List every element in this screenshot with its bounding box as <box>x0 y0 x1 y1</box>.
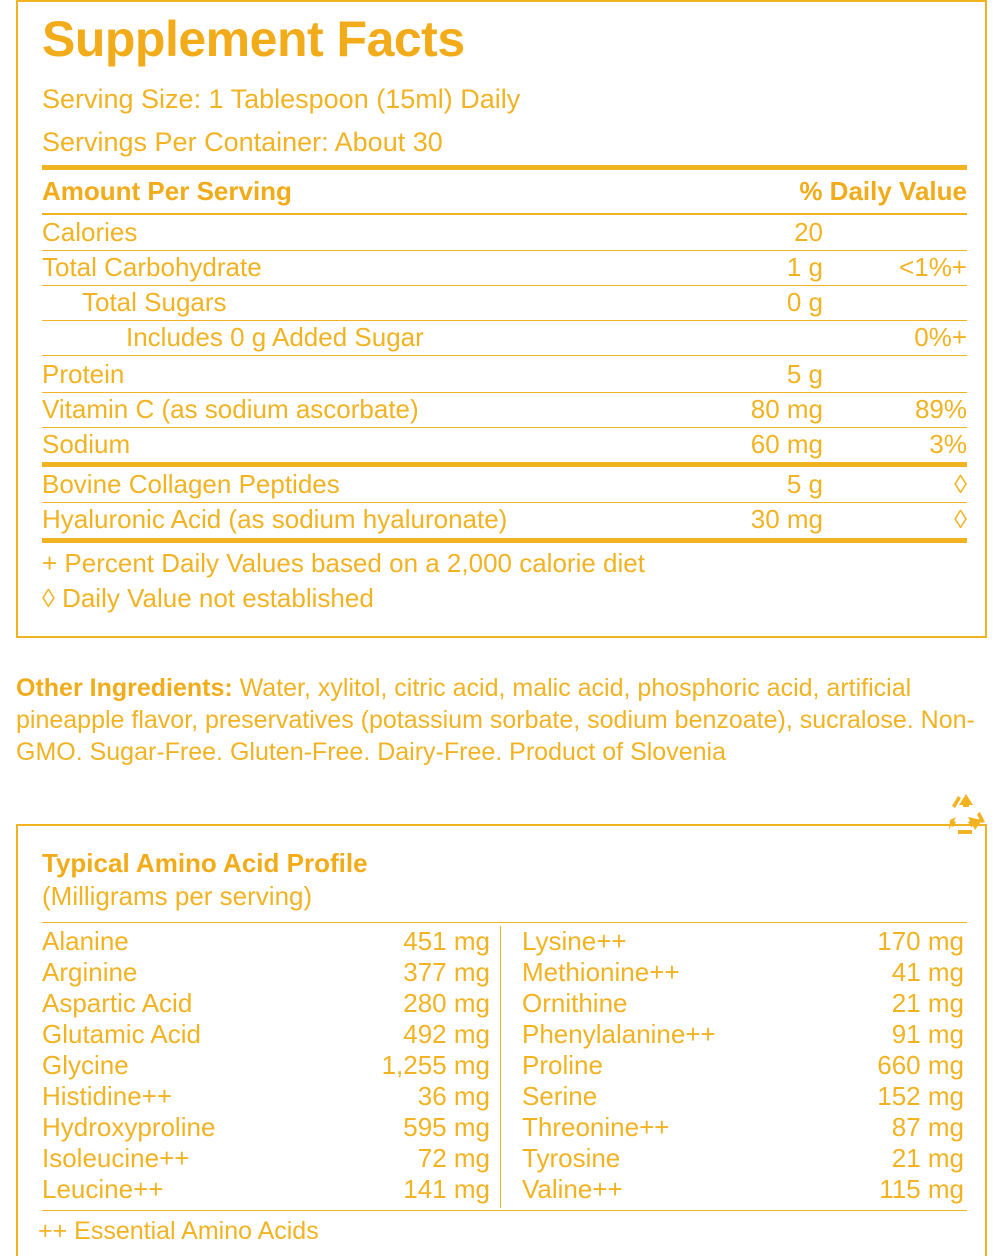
amino-row <box>522 988 964 1019</box>
thick-rule-top <box>42 165 967 170</box>
amino-name: Methionine++ <box>522 957 680 987</box>
amino-row <box>42 957 490 988</box>
row-amount: 20 <box>794 217 823 247</box>
amino-value: 91 mg <box>891 1019 964 1049</box>
amino-left-column <box>42 926 490 1208</box>
row-amount: 80 mg <box>750 394 823 424</box>
supplement-facts-panel <box>16 0 987 638</box>
amino-name: Alanine <box>42 926 129 956</box>
amino-value: 152 mg <box>877 1081 964 1111</box>
facts-row-collagen <box>42 467 967 503</box>
footnote-daily-values: + Percent Daily Values based on a 2,000 calorie diet <box>42 548 645 578</box>
amino-row <box>42 1081 490 1112</box>
facts-row-protein <box>42 357 967 393</box>
amino-footer-rule <box>42 1210 967 1211</box>
row-name: Protein <box>42 359 125 389</box>
amino-value: 280 mg <box>403 988 490 1018</box>
amino-column-divider <box>500 926 501 1208</box>
row-name: Includes 0 g Added Sugar <box>126 322 424 352</box>
amino-value: 72 mg <box>417 1143 490 1173</box>
amino-name: Hydroxyproline <box>42 1112 216 1142</box>
amino-row <box>522 926 964 957</box>
amino-value: 595 mg <box>403 1112 490 1142</box>
row-name: Total Carbohydrate <box>42 252 262 282</box>
amino-row <box>42 1143 490 1174</box>
amino-name: Tyrosine <box>522 1143 621 1173</box>
amino-value: 660 mg <box>877 1050 964 1080</box>
amino-value: 170 mg <box>877 926 964 956</box>
facts-row-hyaluronic-acid <box>42 502 967 537</box>
row-dv: 89% <box>914 394 967 424</box>
amino-name: Glycine <box>42 1050 129 1080</box>
facts-row-carbohydrate <box>42 250 967 286</box>
thick-rule-bottom <box>42 538 967 543</box>
row-name: Bovine Collagen Peptides <box>42 469 340 499</box>
amino-value: 41 mg <box>891 957 964 987</box>
amino-name: Threonine++ <box>522 1112 670 1142</box>
amino-row <box>42 1050 490 1081</box>
amino-title: Typical Amino Acid Profile <box>42 848 368 878</box>
row-name: Calories <box>42 217 138 247</box>
amino-row <box>42 1019 490 1050</box>
amino-value: 36 mg <box>417 1081 490 1111</box>
row-amount: 5 g <box>786 469 823 499</box>
amino-row <box>522 1112 964 1143</box>
row-name: Hyaluronic Acid (as sodium hyaluronate) <box>42 504 508 534</box>
amino-name: Phenylalanine++ <box>522 1019 716 1049</box>
amino-value: 492 mg <box>403 1019 490 1049</box>
other-ingredients-text: Water, xylitol, citric acid, malic acid, phosphoric acid, artificial pineapple flavor, preservatives (potassium sorbate, sodium benzoate), sucralose. Non-GMO. Sugar-Free. Gluten-Free. Dairy-Free. Product of Slovenia <box>16 674 975 766</box>
facts-row-calories <box>42 215 967 251</box>
facts-title: Supplement Facts <box>42 11 465 67</box>
row-dv: <1%+ <box>899 252 967 282</box>
amino-value: 377 mg <box>403 957 490 987</box>
amino-right-column <box>522 926 964 1208</box>
row-name: Sodium <box>42 429 131 459</box>
amino-name: Valine++ <box>522 1174 623 1204</box>
amino-name: Lysine++ <box>522 926 627 956</box>
amino-name: Ornithine <box>522 988 628 1018</box>
amino-name: Isoleucine++ <box>42 1143 190 1173</box>
row-amount: 5 g <box>786 359 823 389</box>
row-amount: 60 mg <box>750 429 823 459</box>
amino-row <box>42 1174 490 1205</box>
other-ingredients <box>16 672 986 768</box>
facts-row-sugars <box>42 285 967 321</box>
amino-row <box>42 926 490 957</box>
amino-header-rule <box>42 922 967 923</box>
amino-name: Histidine++ <box>42 1081 173 1111</box>
amino-row <box>42 1112 490 1143</box>
amino-name: Leucine++ <box>42 1174 164 1204</box>
row-dv: ◊ <box>954 469 967 499</box>
row-amount: 1 g <box>786 252 823 282</box>
daily-value-header: % Daily Value <box>799 176 967 206</box>
row-name: Total Sugars <box>82 287 227 317</box>
footnote-not-established: ◊ Daily Value not established <box>42 583 374 613</box>
amino-value: 87 mg <box>891 1112 964 1142</box>
amino-value: 1,255 mg <box>381 1050 490 1080</box>
amino-row <box>522 957 964 988</box>
amino-acid-panel <box>16 824 987 1256</box>
amino-value: 141 mg <box>403 1174 490 1204</box>
row-amount: 0 g <box>786 287 823 317</box>
other-ingredients-label: Other Ingredients: <box>16 674 233 702</box>
amino-footnote: ++ Essential Amino Acids <box>38 1217 319 1245</box>
amino-row <box>522 1050 964 1081</box>
serving-size: Serving Size: 1 Tablespoon (15ml) Daily <box>42 84 521 114</box>
amino-name: Glutamic Acid <box>42 1019 201 1049</box>
row-dv: 0%+ <box>914 322 967 352</box>
amino-name: Proline <box>522 1050 603 1080</box>
amino-value: 115 mg <box>879 1174 964 1204</box>
amino-name: Arginine <box>42 957 138 987</box>
amino-row <box>522 1174 964 1205</box>
amino-name: Aspartic Acid <box>42 988 193 1018</box>
amino-row <box>522 1019 964 1050</box>
amino-subtitle: (Milligrams per serving) <box>42 881 313 911</box>
amino-value: 21 mg <box>891 1143 964 1173</box>
facts-row-vitamin-c <box>42 392 967 428</box>
amino-row <box>42 988 490 1019</box>
facts-row-sodium <box>42 427 967 462</box>
row-amount: 30 mg <box>750 504 823 534</box>
row-dv: ◊ <box>954 504 967 534</box>
servings-per-container: Servings Per Container: About 30 <box>42 127 443 157</box>
facts-row-added-sugar <box>42 320 967 356</box>
amino-value: 21 mg <box>891 988 964 1018</box>
amino-row <box>522 1143 964 1174</box>
row-name: Vitamin C (as sodium ascorbate) <box>42 394 419 424</box>
row-dv: 3% <box>929 429 967 459</box>
amino-name: Serine <box>522 1081 598 1111</box>
amino-value: 451 mg <box>403 926 490 956</box>
amino-row <box>522 1081 964 1112</box>
amount-per-serving-header: Amount Per Serving <box>42 176 292 206</box>
